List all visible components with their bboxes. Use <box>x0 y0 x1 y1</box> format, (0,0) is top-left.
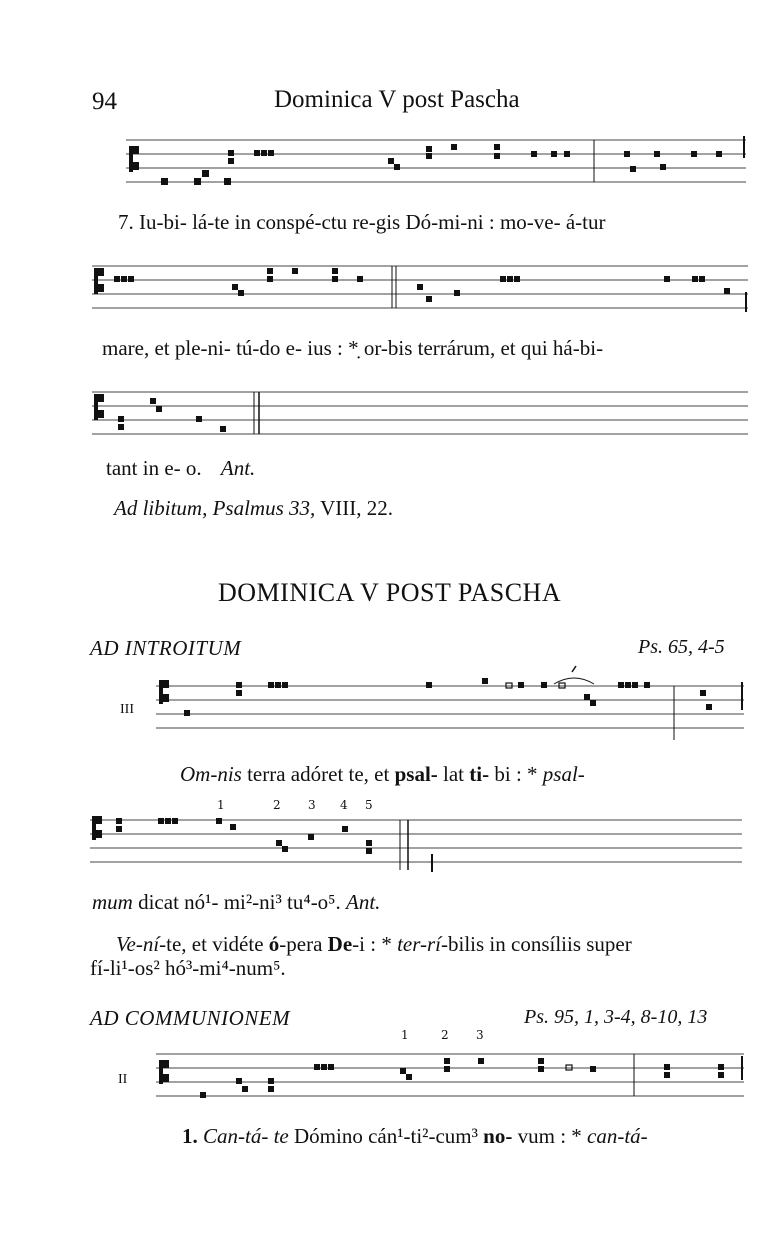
lyric-text: bi : * <box>489 762 543 786</box>
lyric-text: dicat nó¹- mi²-ni³ tu⁴-o⁵. <box>132 890 347 914</box>
communion-mode: II <box>118 1072 128 1087</box>
psalm-lyric-line-2: mare, et ple-ni- tú-do e- ius : *̣ or-bis terrárum, et qui há-bi- <box>102 336 604 360</box>
lyric-syllable: Om-nis <box>180 762 242 786</box>
verse-text: te, et vidéte <box>166 932 269 956</box>
c-clef-icon <box>129 146 139 172</box>
verse-text: bilis in consíliis super <box>448 932 632 956</box>
c-clef-icon <box>94 394 104 420</box>
introit-verse-line-2: fí-li¹-os² hó³-mi⁴-num⁵. <box>90 956 286 980</box>
chant-staff-2 <box>92 262 748 318</box>
lyric-syllable: psal- <box>542 762 585 786</box>
introit-staff-2 <box>90 814 742 876</box>
rubric-text: Ad libitum, Psalmus 33, <box>114 496 316 520</box>
lyric-syllable: mum <box>92 890 133 914</box>
verse-accent: ó <box>268 932 280 956</box>
verse-accent: De <box>327 932 353 956</box>
lyric-accent: no- <box>483 1124 513 1148</box>
antiphon-marker: Ant. <box>220 456 256 480</box>
lyric-syllable: te <box>268 1124 289 1148</box>
lyric-syllable: Can-tá- <box>203 1124 269 1148</box>
chant-staff-3 <box>92 388 748 444</box>
introit-heading: AD INTROITUM <box>90 636 242 660</box>
cadence-number: 2 <box>273 798 281 812</box>
lyric-text: tant in e- o. <box>106 456 202 480</box>
c-clef-icon <box>159 1060 169 1084</box>
introit-reference: Ps. 65, 4-5 <box>638 636 725 658</box>
communion-staff <box>156 1050 744 1106</box>
c-clef-icon <box>94 268 104 294</box>
introit-staff-1 <box>156 668 744 744</box>
lyric-text: vum : * <box>512 1124 588 1148</box>
c-clef-icon <box>92 816 102 840</box>
running-title: Dominica V post Pascha <box>274 86 520 113</box>
verse-text: -i : * <box>352 932 398 956</box>
page-number: 94 <box>92 88 117 115</box>
communion-reference: Ps. 95, 1, 3-4, 8-10, 13 <box>524 1006 708 1028</box>
lyric-syllable: can-tá- <box>587 1124 648 1148</box>
verse-number: 1. <box>182 1124 203 1148</box>
lyric-text: Dómino cán¹-ti²-cum³ <box>288 1124 484 1148</box>
communion-heading: AD COMMUNIONEM <box>90 1006 291 1030</box>
introit-lyric-line-1 <box>180 762 585 787</box>
cadence-number: 3 <box>308 798 316 812</box>
introit-mode: III <box>120 702 134 717</box>
c-clef-icon <box>159 680 169 704</box>
ad-libitum-rubric <box>114 496 393 521</box>
cadence-number: 1 <box>401 1028 409 1042</box>
communion-lyric-line-1 <box>182 1124 648 1149</box>
psalm-lyric-line-3 <box>106 456 255 481</box>
introit-lyric-line-2 <box>92 890 380 915</box>
chant-staff-1 <box>126 136 746 192</box>
introit-verse-line-1 <box>116 932 632 957</box>
antiphon-marker: Ant. <box>346 890 381 914</box>
rubric-mode: VIII, 22. <box>315 496 394 520</box>
cadence-number: 3 <box>476 1028 484 1042</box>
lyric-accent: psal- <box>394 762 438 786</box>
verse-text: -pera <box>279 932 328 956</box>
verse-syllable: ter-rí- <box>397 932 448 956</box>
lyric-text: lat <box>437 762 470 786</box>
cadence-number: 5 <box>365 798 373 812</box>
cadence-number: 4 <box>340 798 348 812</box>
section-title: DOMINICA V POST PASCHA <box>218 578 562 607</box>
psalm-lyric-line-1: 7. Iu-bi- lá-te in conspé-ctu re-gis Dó-mi-ni : mo-ve- á-tur <box>118 210 606 234</box>
lyric-text: terra adóret te, et <box>241 762 395 786</box>
lyric-accent: ti- <box>469 762 490 786</box>
cadence-number: 2 <box>441 1028 449 1042</box>
verse-syllable: Ve-ní- <box>116 932 167 956</box>
cadence-number: 1 <box>217 798 225 812</box>
